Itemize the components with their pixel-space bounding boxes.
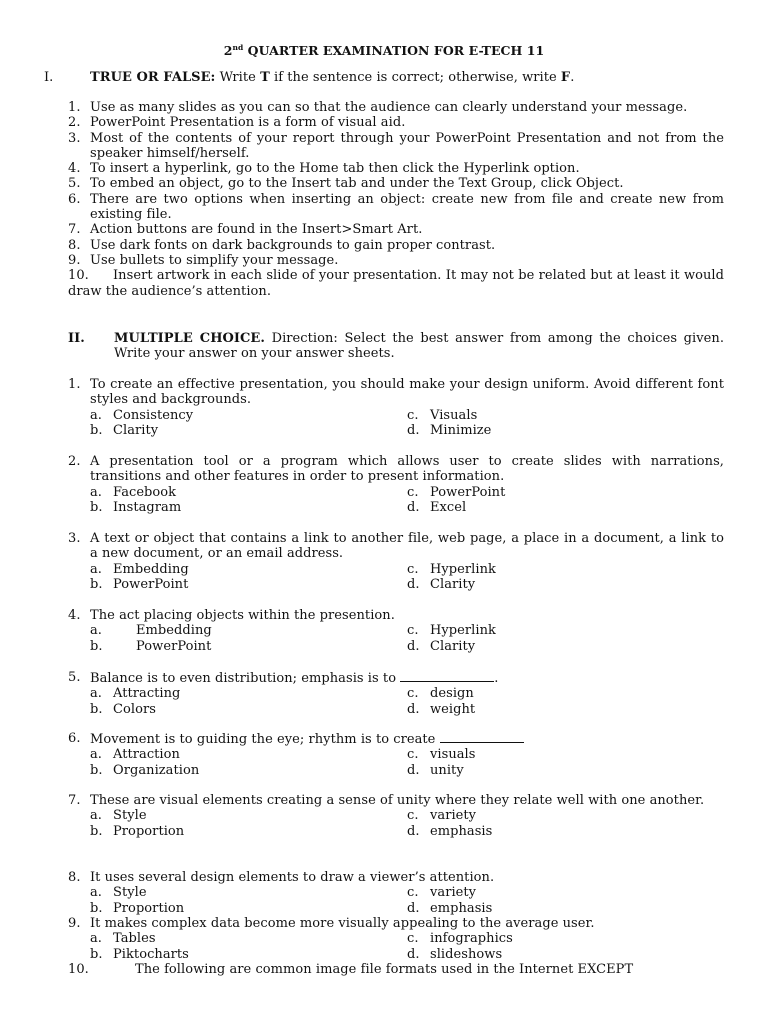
choice-b [90, 763, 199, 778]
choice-a [90, 562, 189, 577]
choice-c [407, 885, 476, 900]
item-number: 6. [68, 191, 81, 207]
question-number: 3. [68, 531, 81, 546]
choice-a [90, 808, 147, 823]
item-text: To insert a hyperlink, go to the Home tab then click the Hyperlink option. [90, 161, 580, 177]
choice-text: Facebook [113, 484, 177, 500]
choice-letter: b. [90, 577, 103, 593]
instruction-part: if the sentence is correct; otherwise, write [269, 70, 561, 85]
question-text: Movement is to guiding the eye; rhythm is to create [90, 732, 436, 747]
tf-item [0, 161, 724, 176]
question-number: 5. [68, 670, 81, 685]
tf-item [0, 222, 724, 237]
true-false-list [0, 100, 768, 299]
choice-d [407, 702, 475, 717]
mc-question-1 [68, 377, 724, 439]
choice-c [407, 686, 474, 701]
item-text: PowerPoint Presentation is a form of visual aid. [90, 115, 406, 131]
choices [68, 485, 724, 516]
mc-question-6 [68, 731, 724, 778]
item-text: To embed an object, go to the Insert tab and under the Text Group, click Object. [90, 176, 624, 192]
section-2-title: MULTIPLE CHOICE. [114, 331, 265, 346]
choice-letter: a. [90, 808, 102, 824]
choice-text: Hyperlink [430, 561, 496, 577]
choice-c [407, 408, 477, 423]
choice-text: design [430, 686, 474, 702]
choice-text: emphasis [430, 900, 493, 916]
question-number: 7. [68, 793, 81, 808]
choice-letter: a. [90, 686, 102, 702]
choice-a [90, 686, 180, 701]
item-number: 5. [68, 176, 81, 192]
item-text: Use bullets to simplify your message. [90, 252, 339, 268]
question-stem [68, 793, 724, 808]
choices [68, 408, 724, 439]
question-text: To create an effective presentation, you should make your design uniform. Avoid different font styles and backgrounds. [90, 377, 724, 408]
answer-blank [400, 670, 494, 682]
choice-text: Clarity [430, 577, 476, 593]
choice-b [90, 577, 188, 592]
mc-question-9 [68, 916, 724, 962]
choice-letter: d. [407, 423, 420, 439]
question-stem [68, 608, 724, 623]
question-number: 1. [68, 377, 81, 392]
question-text: These are visual elements creating a sense of unity where they relate well with one another. [90, 793, 705, 808]
choice-text: visuals [430, 747, 476, 763]
tf-item [0, 253, 724, 268]
question-punctuation: . [494, 671, 499, 686]
mc-question-2 [68, 454, 724, 516]
choice-letter: c. [407, 561, 419, 577]
question-stem [68, 962, 724, 977]
question-text: The following are common image file formats used in the Internet EXCEPT [135, 962, 634, 977]
false-letter: F [560, 70, 571, 85]
choice-letter: d. [407, 577, 420, 593]
choice-a [90, 931, 156, 946]
question-text: It makes complex data become more visually appealing to the average user. [90, 916, 595, 931]
item-number: 1. [68, 100, 81, 115]
mc-question-4 [68, 608, 724, 654]
question-text: The act placing objects within the presention. [90, 608, 395, 623]
section-multiple-choice-heading [68, 331, 724, 362]
question-number: 10. [68, 962, 89, 977]
choice-letter: a. [90, 484, 102, 500]
choice-d [407, 639, 475, 654]
choice-text: variety [430, 885, 477, 901]
choice-letter: c. [407, 407, 419, 423]
choice-c [407, 931, 513, 946]
choice-a [90, 885, 147, 900]
tf-item [0, 192, 724, 223]
choice-d [407, 901, 492, 916]
choice-text: Visuals [430, 407, 478, 423]
choice-letter: b. [90, 423, 103, 439]
choice-text: variety [430, 808, 477, 824]
item-text: Use dark fonts on dark backgrounds to gain proper contrast. [90, 237, 496, 253]
question-text: A presentation tool or a program which allows user to create slides with narrations, transitions and other features in order to present information. [90, 454, 724, 485]
section-2-numeral: II. [68, 331, 85, 346]
question-stem [68, 870, 724, 885]
title-superscript: nd [232, 43, 244, 52]
choice-letter: d. [407, 500, 420, 516]
choice-letter: a. [90, 885, 102, 901]
choice-text: Attraction [113, 747, 180, 763]
choice-c [407, 808, 476, 823]
item-text: Most of the contents of your report through your PowerPoint Presentation and not from the speaker himself/herself. [90, 130, 724, 161]
choices [68, 686, 724, 717]
choice-letter: b. [90, 762, 103, 778]
choice-letter: c. [407, 686, 419, 702]
section-1-numeral: I. [44, 70, 54, 85]
choice-text: Hyperlink [430, 623, 496, 639]
choice-text: Consistency [113, 407, 194, 423]
choice-b [90, 702, 156, 717]
choice-letter: c. [407, 885, 419, 901]
choice-a [90, 408, 193, 423]
question-stem [68, 377, 724, 408]
choice-text: weight [430, 701, 476, 717]
choice-letter: d. [407, 900, 420, 916]
question-stem [68, 731, 724, 747]
section-1-title: TRUE OR FALSE: [90, 70, 216, 85]
choice-b [90, 639, 211, 654]
choice-text: Excel [430, 500, 467, 516]
choices [68, 562, 724, 593]
choice-text: Colors [113, 701, 156, 717]
choice-letter: b. [90, 900, 103, 916]
exam-title [0, 40, 768, 58]
choice-text: emphasis [430, 823, 493, 839]
item-number: 7. [68, 222, 81, 238]
choice-text: Clarity [430, 638, 476, 654]
choice-text: PowerPoint [136, 638, 212, 654]
choice-letter: a. [90, 747, 102, 763]
choice-letter: a. [90, 407, 102, 423]
tf-item [0, 131, 724, 162]
choice-text: unity [430, 762, 464, 778]
choice-letter: c. [407, 623, 419, 639]
choice-d [407, 577, 475, 592]
choice-text: PowerPoint [430, 484, 506, 500]
question-number: 9. [68, 916, 81, 931]
item-text: Action buttons are found in the Insert>Smart Art. [90, 222, 423, 238]
choice-text: Instagram [113, 500, 182, 516]
item-text: Insert artwork in each slide of your presentation. It may not be related but at least it would draw the audience’s attention. [68, 268, 724, 299]
choice-text: Proportion [113, 823, 185, 839]
tf-item [0, 238, 724, 253]
question-text: It uses several design elements to draw a viewer’s attention. [90, 870, 495, 885]
instruction-part: . [570, 70, 575, 85]
choice-text: Style [113, 808, 147, 824]
mc-question-5 [68, 670, 724, 717]
choice-text: Piktocharts [113, 946, 189, 962]
choice-letter: d. [407, 823, 420, 839]
tf-item [0, 176, 724, 191]
choices [68, 623, 724, 654]
choice-a [90, 747, 180, 762]
choice-text: Organization [113, 762, 200, 778]
question-number: 6. [68, 731, 81, 746]
item-text: Use as many slides as you can so that the audience can clearly understand your message. [90, 100, 688, 115]
choice-d [407, 423, 491, 438]
title-text: QUARTER EXAMINATION FOR E-TECH 11 [243, 43, 545, 58]
choice-text: Embedding [113, 561, 189, 577]
choice-text: Clarity [113, 423, 159, 439]
choice-c [407, 485, 505, 500]
choice-letter: d. [407, 638, 420, 654]
choice-letter: b. [90, 500, 103, 516]
mc-question-8 [68, 870, 724, 916]
choice-letter: c. [407, 747, 419, 763]
question-stem [68, 670, 724, 686]
tf-item [0, 100, 724, 115]
answer-blank [440, 731, 524, 743]
choice-letter: d. [407, 762, 420, 778]
choice-letter: b. [90, 946, 103, 962]
choice-letter: a. [90, 561, 102, 577]
choice-letter: d. [407, 701, 420, 717]
choice-a [90, 623, 212, 638]
choice-text: Embedding [136, 623, 212, 639]
choice-c [407, 562, 496, 577]
choices [68, 931, 724, 962]
choice-c [407, 747, 475, 762]
question-stem [68, 916, 724, 931]
choice-text: PowerPoint [113, 577, 189, 593]
mc-question-10 [68, 962, 724, 977]
choice-letter: a. [90, 931, 102, 947]
choice-b [90, 824, 184, 839]
choice-text: infographics [430, 931, 513, 947]
item-number: 2. [68, 115, 81, 131]
direction-text: Direction: Select the best answer from among the choices given. Write your answer on your answer sheets. [114, 331, 724, 362]
choice-letter: c. [407, 931, 419, 947]
choices [68, 808, 724, 839]
choice-b [90, 500, 181, 515]
choice-text: Proportion [113, 900, 185, 916]
choice-text: Attracting [113, 686, 181, 702]
question-stem [68, 531, 724, 562]
question-number: 8. [68, 870, 81, 885]
question-stem [68, 454, 724, 485]
question-number: 4. [68, 608, 81, 623]
choice-text: slideshows [430, 946, 503, 962]
choice-letter: b. [90, 638, 103, 654]
choice-letter: b. [90, 701, 103, 717]
mc-question-3 [68, 531, 724, 593]
choice-letter: b. [90, 823, 103, 839]
item-number: 9. [68, 252, 81, 268]
choice-d [407, 763, 464, 778]
title-prefix: 2 [223, 43, 233, 58]
choice-letter: d. [407, 946, 420, 962]
item-number: 4. [68, 161, 81, 177]
choice-b [90, 947, 189, 962]
tf-item [0, 115, 724, 130]
choice-a [90, 485, 176, 500]
item-text: There are two options when inserting an object: create new from file and create new from existing file. [90, 191, 724, 223]
choice-b [90, 901, 184, 916]
choice-letter: c. [407, 808, 419, 824]
choice-d [407, 947, 502, 962]
section-2-direction [68, 331, 724, 362]
section-1-instruction [90, 70, 574, 85]
item-number: 3. [68, 130, 81, 146]
choice-text: Minimize [430, 423, 492, 439]
choice-d [407, 500, 466, 515]
choice-d [407, 824, 492, 839]
question-text: Balance is to even distribution; emphasis is to [90, 671, 397, 686]
item-number: 10. [68, 268, 89, 284]
instruction-part: Write [215, 70, 261, 85]
question-number: 2. [68, 454, 81, 469]
item-number: 8. [68, 237, 81, 253]
choice-b [90, 423, 158, 438]
choice-c [407, 623, 496, 638]
true-letter: T [260, 70, 270, 85]
choice-text: Style [113, 885, 147, 901]
choices [68, 885, 724, 916]
question-text: A text or object that contains a link to another file, web page, a place in a document, a link to a new document, or an email address. [90, 531, 724, 562]
tf-item [0, 268, 724, 299]
mc-question-7 [68, 793, 724, 839]
choices [68, 747, 724, 778]
choice-letter: c. [407, 484, 419, 500]
choice-text: Tables [113, 931, 156, 947]
choice-letter: a. [90, 623, 102, 639]
